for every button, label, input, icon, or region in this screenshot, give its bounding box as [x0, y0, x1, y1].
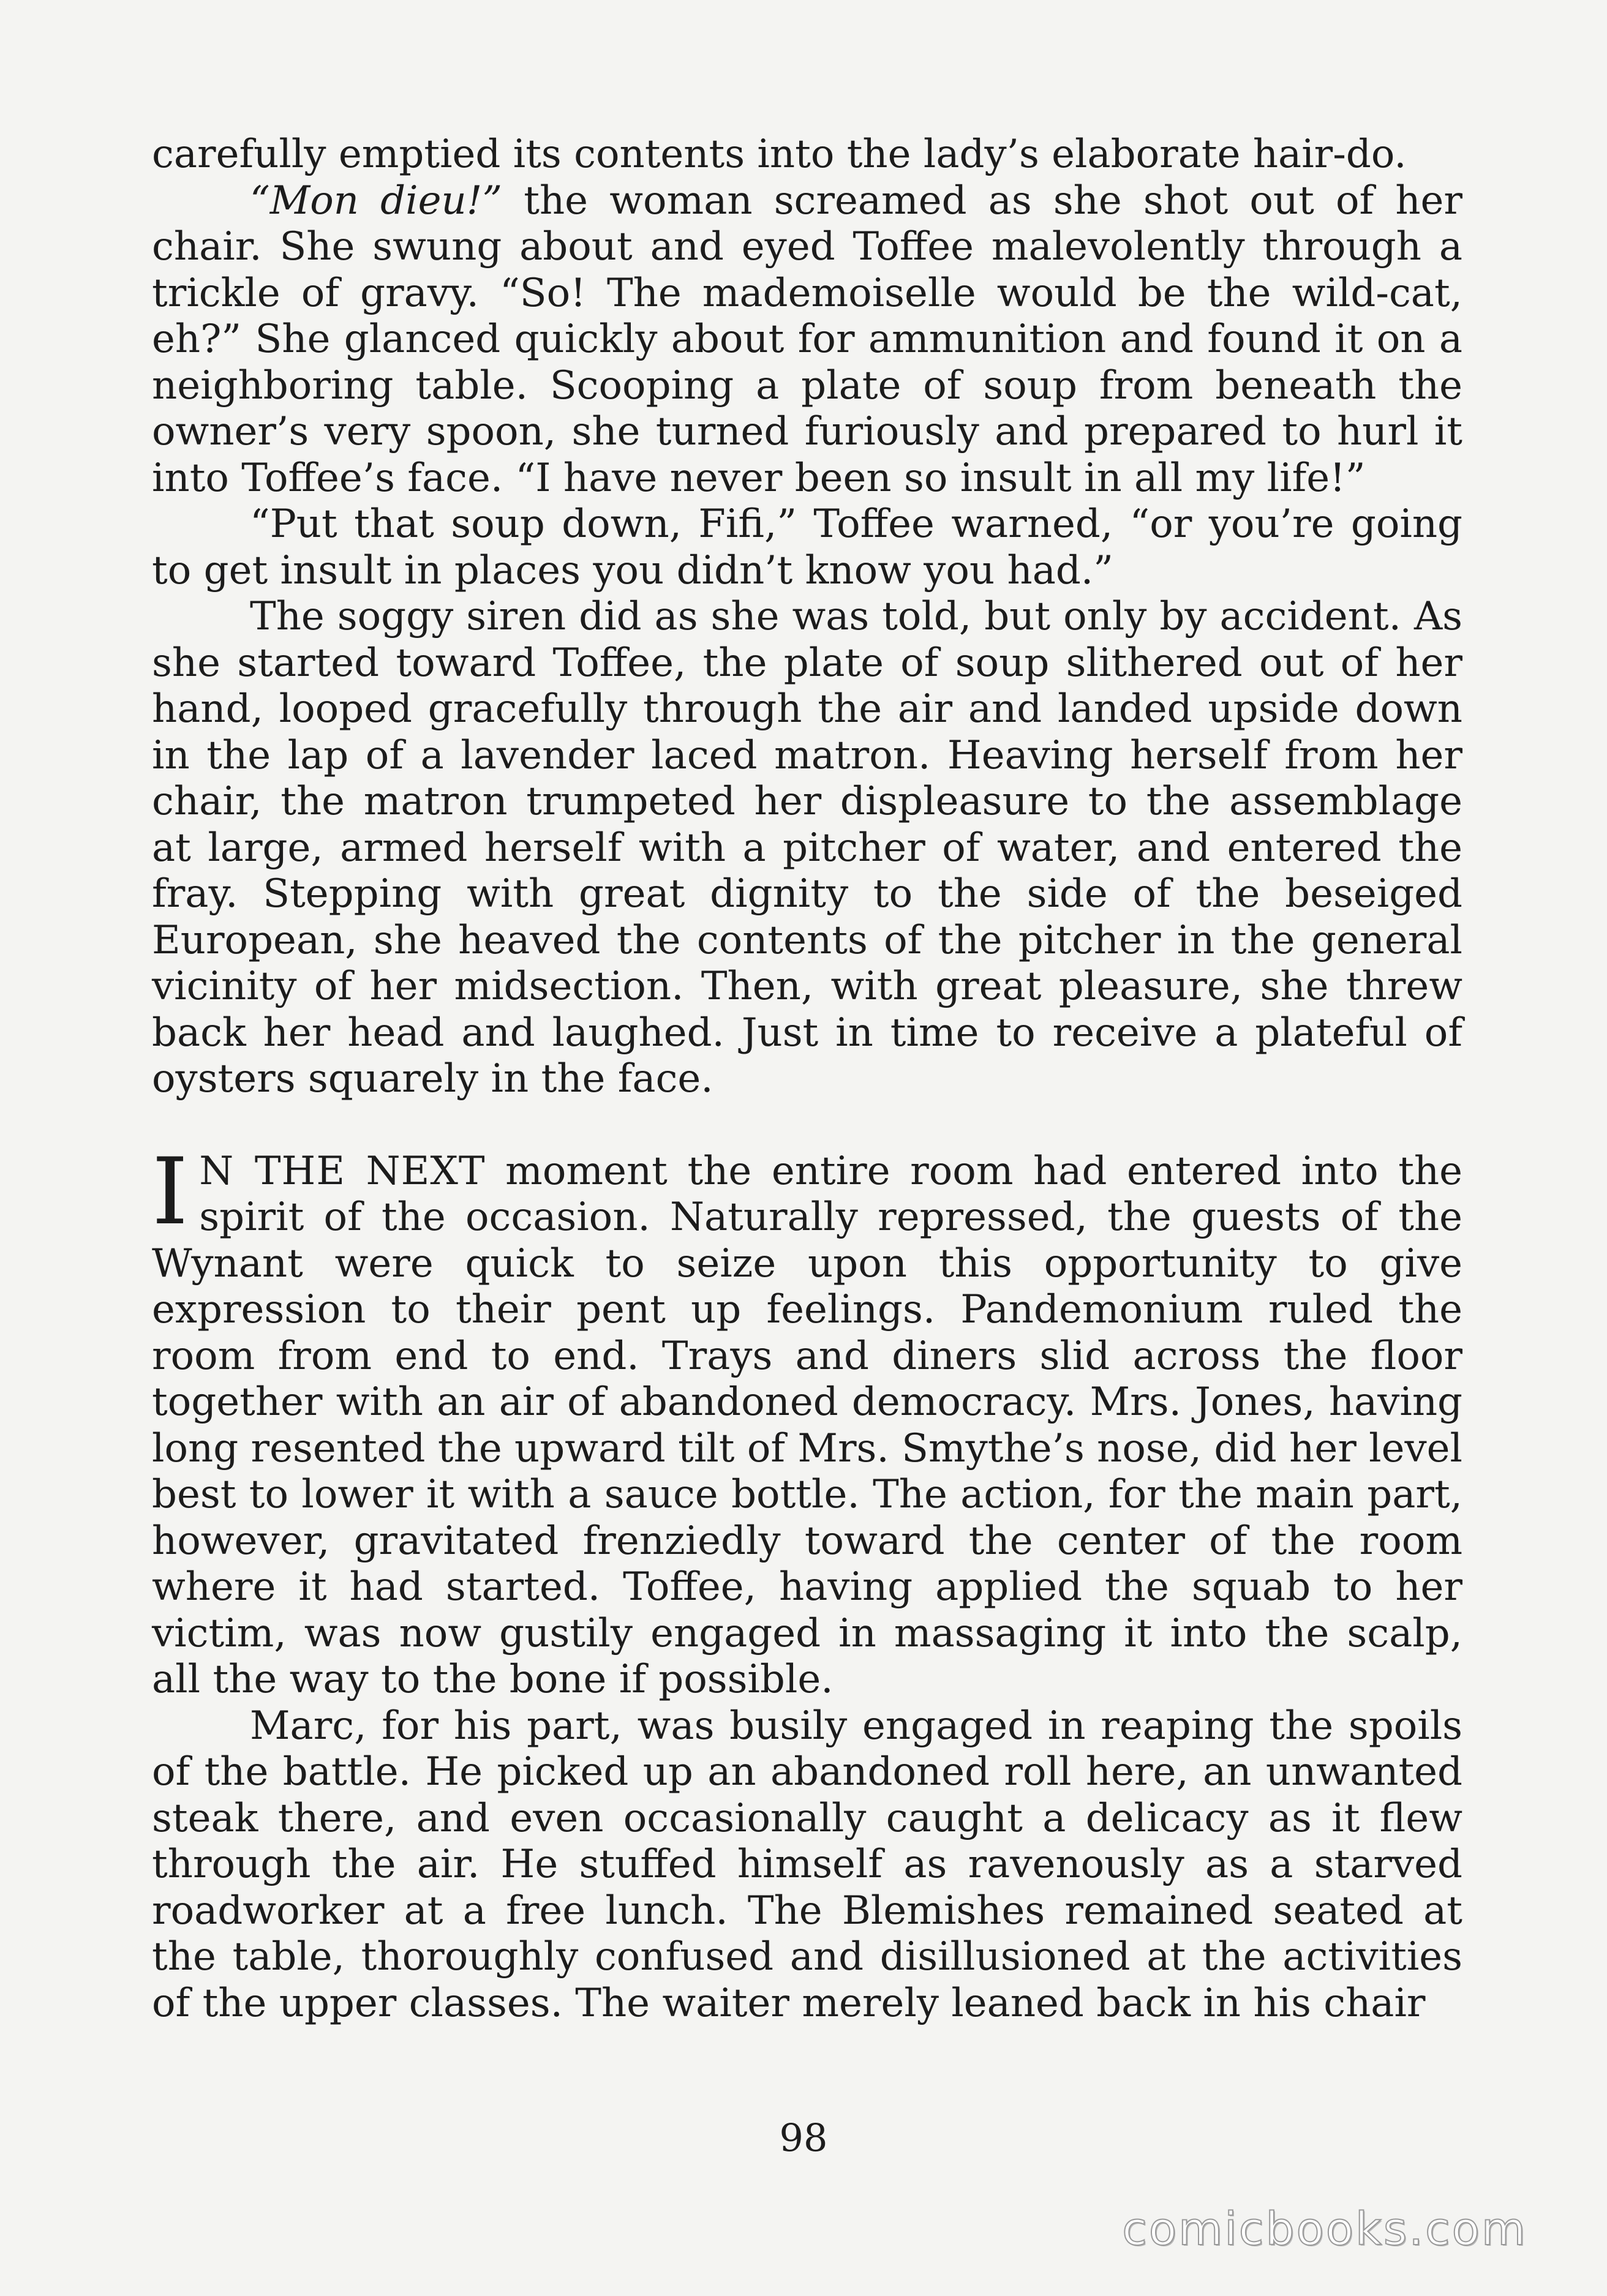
paragraph-soup-down: [152, 501, 1462, 594]
paragraph-1-text: carefully emptied its contents into the lady’s elaborate hair-do.: [152, 132, 1407, 177]
paragraph-6-text: Marc, for his part, was busily engaged in reaping the spoils of the battle. He picked up an abandoned roll here, an unwanted steak there, and even occasionally caught a delicacy as it flew through the air. He stuffed himself as ravenously as a starved roadworker at a free lunch. The Blemishes remained seated at the table, thoroughly confused and disillusioned at the activities of the upper classes. The waiter merely leaned back in his chair: [152, 1703, 1462, 2026]
paragraph-2-italic-lead: “Mon dieu!”: [250, 178, 503, 223]
drop-cap: I: [152, 1138, 189, 1245]
watermark: comicbooks.com: [1122, 2203, 1527, 2256]
paragraph-mon-dieu: [152, 178, 1462, 502]
page-number: 98: [779, 2115, 828, 2160]
paragraph-in-the-next: [152, 1138, 1462, 1703]
paragraph-5-caps-lead: N THE NEXT: [199, 1148, 486, 1194]
paragraph-4-text: The soggy siren did as she was told, but only by accident. As she started toward Toffee, the plate of soup slithered out of her hand, looped gracefully through the air and landed upside down in the lap of a lavender laced matron. Heaving herself from her chair, the matron trumpeted her displeasure to the assemblage at large, armed herself with a pitcher of water, and entered the fray. Stepping with great dignity to the side of the beseiged European, she heaved the contents of the pitcher in the general vicinity of her midsection. Then, with great pleasure, she threw back her head and laughed. Just in time to receive a plateful of oysters squarely in the face.: [152, 594, 1462, 1101]
paragraph-marc: [152, 1703, 1462, 2027]
paragraph-soggy-siren: [152, 594, 1462, 1103]
body-text: [152, 132, 1462, 2027]
paragraph-3-text: “Put that soup down, Fifi,” Toffee warned, “or you’re going to get insult in places you didn’t know you had.”: [152, 501, 1462, 593]
paragraph-2-text: the woman screamed as she shot out of her chair. She swung about and eyed Toffee malevolently through a trickle of gravy. “So! The mademoiselle would be the wild-cat, eh?” She glanced quickly about for ammunition and found it on a neighboring table. Scooping a plate of soup from beneath the owner’s very spoon, she turned furiously and prepared to hurl it into Toffee’s face. “I have never been so insult in all my life!”: [152, 178, 1463, 501]
paragraph-continuation: [152, 132, 1462, 178]
paragraph-5-text: moment the entire room had entered into the spirit of the occasion. Naturally repressed, the guests of the Wynant were quick to seize upon this opportunity to give expression to their pent up feelings. Pandemonium ruled the room from end to end. Trays and diners slid across the floor together with an air of abandoned democracy. Mrs. Jones, having long resented the upward tilt of Mrs. Smythe’s nose, did her level best to lower it with a sauce bottle. The action, for the main part, however, gravitated frenziedly toward the center of the room where it had started. Toffee, having applied the squab to her victim, was now gustily engaged in massaging it into the scalp, all the way to the bone if possible.: [152, 1148, 1462, 1702]
